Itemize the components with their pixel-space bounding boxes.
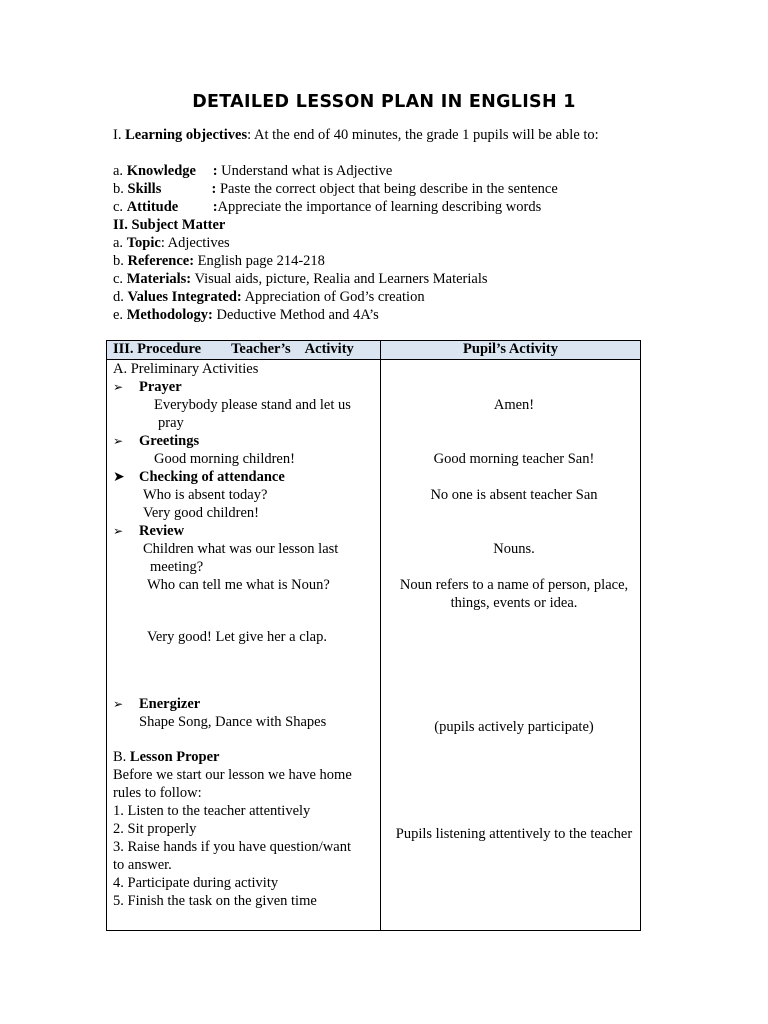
energizer-label-text: Energizer: [139, 696, 201, 712]
objectives-text: : At the end of 40 minutes, the grade 1 pupils will be able to:: [247, 127, 599, 143]
objective-label: Knowledge: [126, 163, 196, 179]
header-pupil-activity: Pupil’s Activity: [381, 341, 641, 360]
review-line: Children what was our lesson last: [143, 541, 339, 557]
objective-knowledge: [113, 162, 392, 180]
pupil-response: things, events or idea.: [450, 595, 578, 611]
subject-prefix: a.: [113, 235, 127, 251]
table-header-row: [107, 341, 641, 360]
subject-text: Visual aids, picture, Realia and Learners Materials: [191, 271, 488, 287]
subject-item-values: [113, 288, 425, 306]
attendance-label: [139, 468, 285, 486]
greetings-label-text: Greetings: [139, 433, 200, 449]
review-line: meeting?: [150, 559, 204, 575]
header-teachers: Teacher’s: [231, 341, 291, 357]
objective-prefix: c.: [113, 199, 127, 215]
objective-sep: :: [212, 163, 218, 179]
review-label-text: Review: [139, 523, 185, 539]
arrow-bullet-icon: ➢: [113, 697, 124, 711]
subject-prefix: b.: [113, 253, 128, 269]
subject-label: Values Integrated:: [127, 289, 242, 305]
objective-text: Appreciate the importance of learning describing words: [217, 199, 542, 215]
subject-item-materials: [113, 270, 488, 288]
rules-line: Before we start our lesson we have home: [113, 767, 352, 783]
subject-text: English page 214-218: [194, 253, 325, 269]
page-title: DETAILED LESSON PLAN IN ENGLISH 1: [192, 92, 576, 112]
objective-sep: :: [212, 199, 218, 215]
table-body-row: [107, 360, 641, 931]
subject-item-topic: [113, 234, 230, 252]
subject-label: Reference:: [127, 253, 195, 269]
lesson-proper-heading: [113, 748, 219, 766]
header-teacher-activity: [107, 341, 381, 360]
pupil-response: Noun refers to a name of person, place,: [399, 577, 629, 593]
prayer-line: pray: [158, 415, 184, 431]
teacher-activity-cell: [107, 360, 381, 931]
energizer-label: [139, 695, 200, 713]
arrow-bullet-icon: ➢: [113, 434, 124, 448]
lesson-label: Lesson Proper: [129, 749, 220, 765]
objectives-prefix: I.: [113, 127, 126, 143]
subject-prefix: d.: [113, 289, 128, 305]
header-procedure: III. Procedure: [113, 341, 202, 357]
rule-item: 1. Listen to the teacher attentively: [113, 803, 311, 819]
subject-item-methodology: [113, 306, 379, 324]
objective-attitude: [113, 198, 541, 216]
arrow-bullet-icon: ➤: [113, 469, 125, 485]
subject-matter-heading-text: II. Subject Matter: [113, 217, 226, 233]
subject-prefix: e.: [113, 307, 127, 323]
objectives-label: Learning objectives: [125, 127, 248, 143]
subject-text: : Adjectives: [160, 235, 230, 251]
objectives-line: [113, 126, 599, 144]
rules-line: rules to follow:: [113, 785, 202, 801]
energizer-line: Shape Song, Dance with Shapes: [139, 714, 327, 730]
subject-label: Topic: [126, 235, 161, 251]
subject-text: Appreciation of God’s creation: [241, 289, 425, 305]
arrow-bullet-icon: ➢: [113, 524, 124, 538]
prayer-line: Everybody please stand and let us: [154, 397, 351, 413]
attendance-line: Very good children!: [143, 505, 259, 521]
lesson-prefix: B.: [113, 749, 130, 765]
rule-item: 4. Participate during activity: [113, 875, 279, 891]
procedure-table: [106, 340, 641, 931]
objective-sep: :: [211, 181, 217, 197]
objective-text: Paste the correct object that being describe in the sentence: [216, 181, 558, 197]
objective-label: Skills: [127, 181, 162, 197]
pupil-activity-cell: [381, 360, 641, 931]
subject-label: Materials:: [126, 271, 192, 287]
greetings-line: Good morning children!: [154, 451, 295, 467]
review-line: Who can tell me what is Noun?: [147, 577, 330, 593]
prelim-heading: A. Preliminary Activities: [113, 361, 259, 377]
prayer-label: [139, 378, 182, 396]
pupil-response: No one is absent teacher San: [430, 487, 598, 503]
rule-item: 2. Sit properly: [113, 821, 197, 837]
pupil-response: Good morning teacher San!: [433, 451, 595, 467]
subject-item-reference: [113, 252, 325, 270]
subject-matter-heading: [113, 216, 225, 234]
prayer-label-text: Prayer: [139, 379, 182, 395]
greetings-label: [139, 432, 199, 450]
rule-item: to answer.: [113, 857, 172, 873]
pupil-response: Pupils listening attentively to the teacher: [395, 826, 633, 842]
objective-prefix: b.: [113, 181, 128, 197]
review-line: Very good! Let give her a clap.: [147, 629, 327, 645]
objective-skills: [113, 180, 558, 198]
review-label: [139, 522, 184, 540]
pupil-response: (pupils actively participate): [434, 719, 594, 735]
objective-label: Attitude: [126, 199, 179, 215]
subject-text: Deductive Method and 4A’s: [212, 307, 379, 323]
arrow-bullet-icon: ➢: [113, 380, 124, 394]
pupil-response: Nouns.: [493, 541, 535, 557]
objective-text: Understand what is Adjective: [217, 163, 393, 179]
attendance-line: Who is absent today?: [143, 487, 268, 503]
rule-item: 5. Finish the task on the given time: [113, 893, 317, 909]
subject-prefix: c.: [113, 271, 127, 287]
header-activity: Activity: [304, 341, 354, 357]
rule-item: 3. Raise hands if you have question/want: [113, 839, 351, 855]
subject-label: Methodology:: [126, 307, 213, 323]
objective-prefix: a.: [113, 163, 127, 179]
attendance-label-text: Checking of attendance: [139, 469, 285, 485]
pupil-response: Amen!: [493, 397, 535, 413]
